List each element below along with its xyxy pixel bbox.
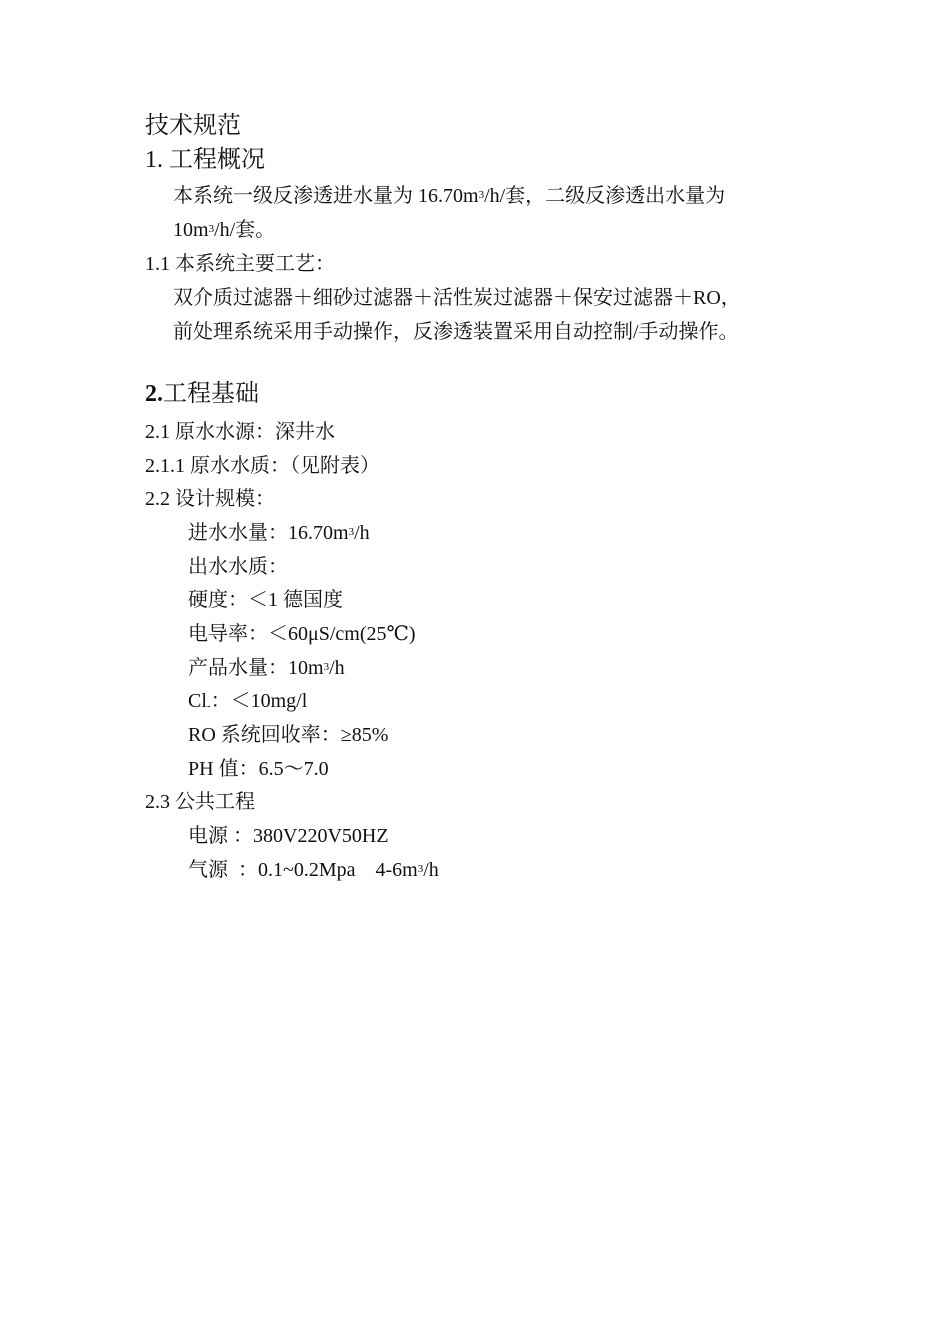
inflow-a: 进水水量：16.70m — [188, 522, 349, 544]
section-2-2: 2.2 设计规模： — [145, 488, 275, 510]
section-2-1-1: 2.1.1 原水水质：（见附表） — [145, 455, 380, 477]
gas-superscript: 3 — [417, 863, 424, 875]
overview-line-1-a: 本系统一级反渗透进水量为 16.70m — [173, 185, 479, 207]
product-a: 产品水量：10m — [188, 657, 324, 679]
product-b: /h — [329, 657, 345, 679]
section-2-1: 2.1 原水水源：深井水 — [145, 421, 335, 443]
chloride-a: Cl — [188, 690, 207, 712]
product-superscript: 3 — [323, 661, 330, 673]
section-2-title: 工程基础 — [163, 381, 259, 407]
inflow-line — [188, 523, 370, 543]
overview-line-2 — [173, 220, 275, 240]
ph-line: PH 值：6.5～7.0 — [188, 758, 329, 780]
power-line: 电源 ：380V220V50HZ — [188, 825, 389, 847]
document-title: 技术规范 — [145, 113, 241, 139]
gas-b: /h — [423, 859, 439, 881]
overview-line-1-b: /h/套，二级反渗透出水量为 — [484, 185, 726, 207]
inflow-superscript: 3 — [348, 526, 355, 538]
overview-line-2-superscript: 3 — [208, 223, 215, 235]
chloride-subscript: - — [206, 700, 211, 712]
process-line-2: 前处理系统采用手动操作，反渗透装置采用自动控制/手动操作。 — [173, 321, 739, 343]
overview-line-2-a: 10m — [173, 219, 209, 241]
overview-line-2-b: /h/套。 — [214, 219, 276, 241]
overview-line-1-superscript: 3 — [478, 189, 485, 201]
section-2-3: 2.3 公共工程 — [145, 791, 255, 813]
gas-line — [188, 860, 439, 880]
product-water-line — [188, 658, 345, 678]
section-2-heading — [145, 382, 259, 406]
hardness-line: 硬度：＜1 德国度 — [188, 589, 343, 611]
recovery-line: RO 系统回收率：≥85% — [188, 724, 389, 746]
section-1-1-heading: 1.1 本系统主要工艺： — [145, 253, 335, 275]
inflow-b: /h — [354, 522, 370, 544]
overview-line-1 — [173, 186, 725, 206]
chloride-b: ：＜10mg/l — [210, 690, 308, 712]
outflow-quality-line: 出水水质： — [188, 556, 288, 578]
process-line-1: 双介质过滤器＋细砂过滤器＋活性炭过滤器＋保安过滤器＋RO， — [173, 287, 741, 309]
section-1-heading: 1. 工程概况 — [145, 147, 265, 173]
gas-a: 气源 ：0.1~0.2Mpa 4-6m — [188, 859, 418, 881]
conductivity-line: 电导率：＜60μS/cm(25℃) — [188, 623, 416, 645]
chloride-line — [188, 691, 307, 712]
section-2-number: 2. — [145, 381, 163, 407]
